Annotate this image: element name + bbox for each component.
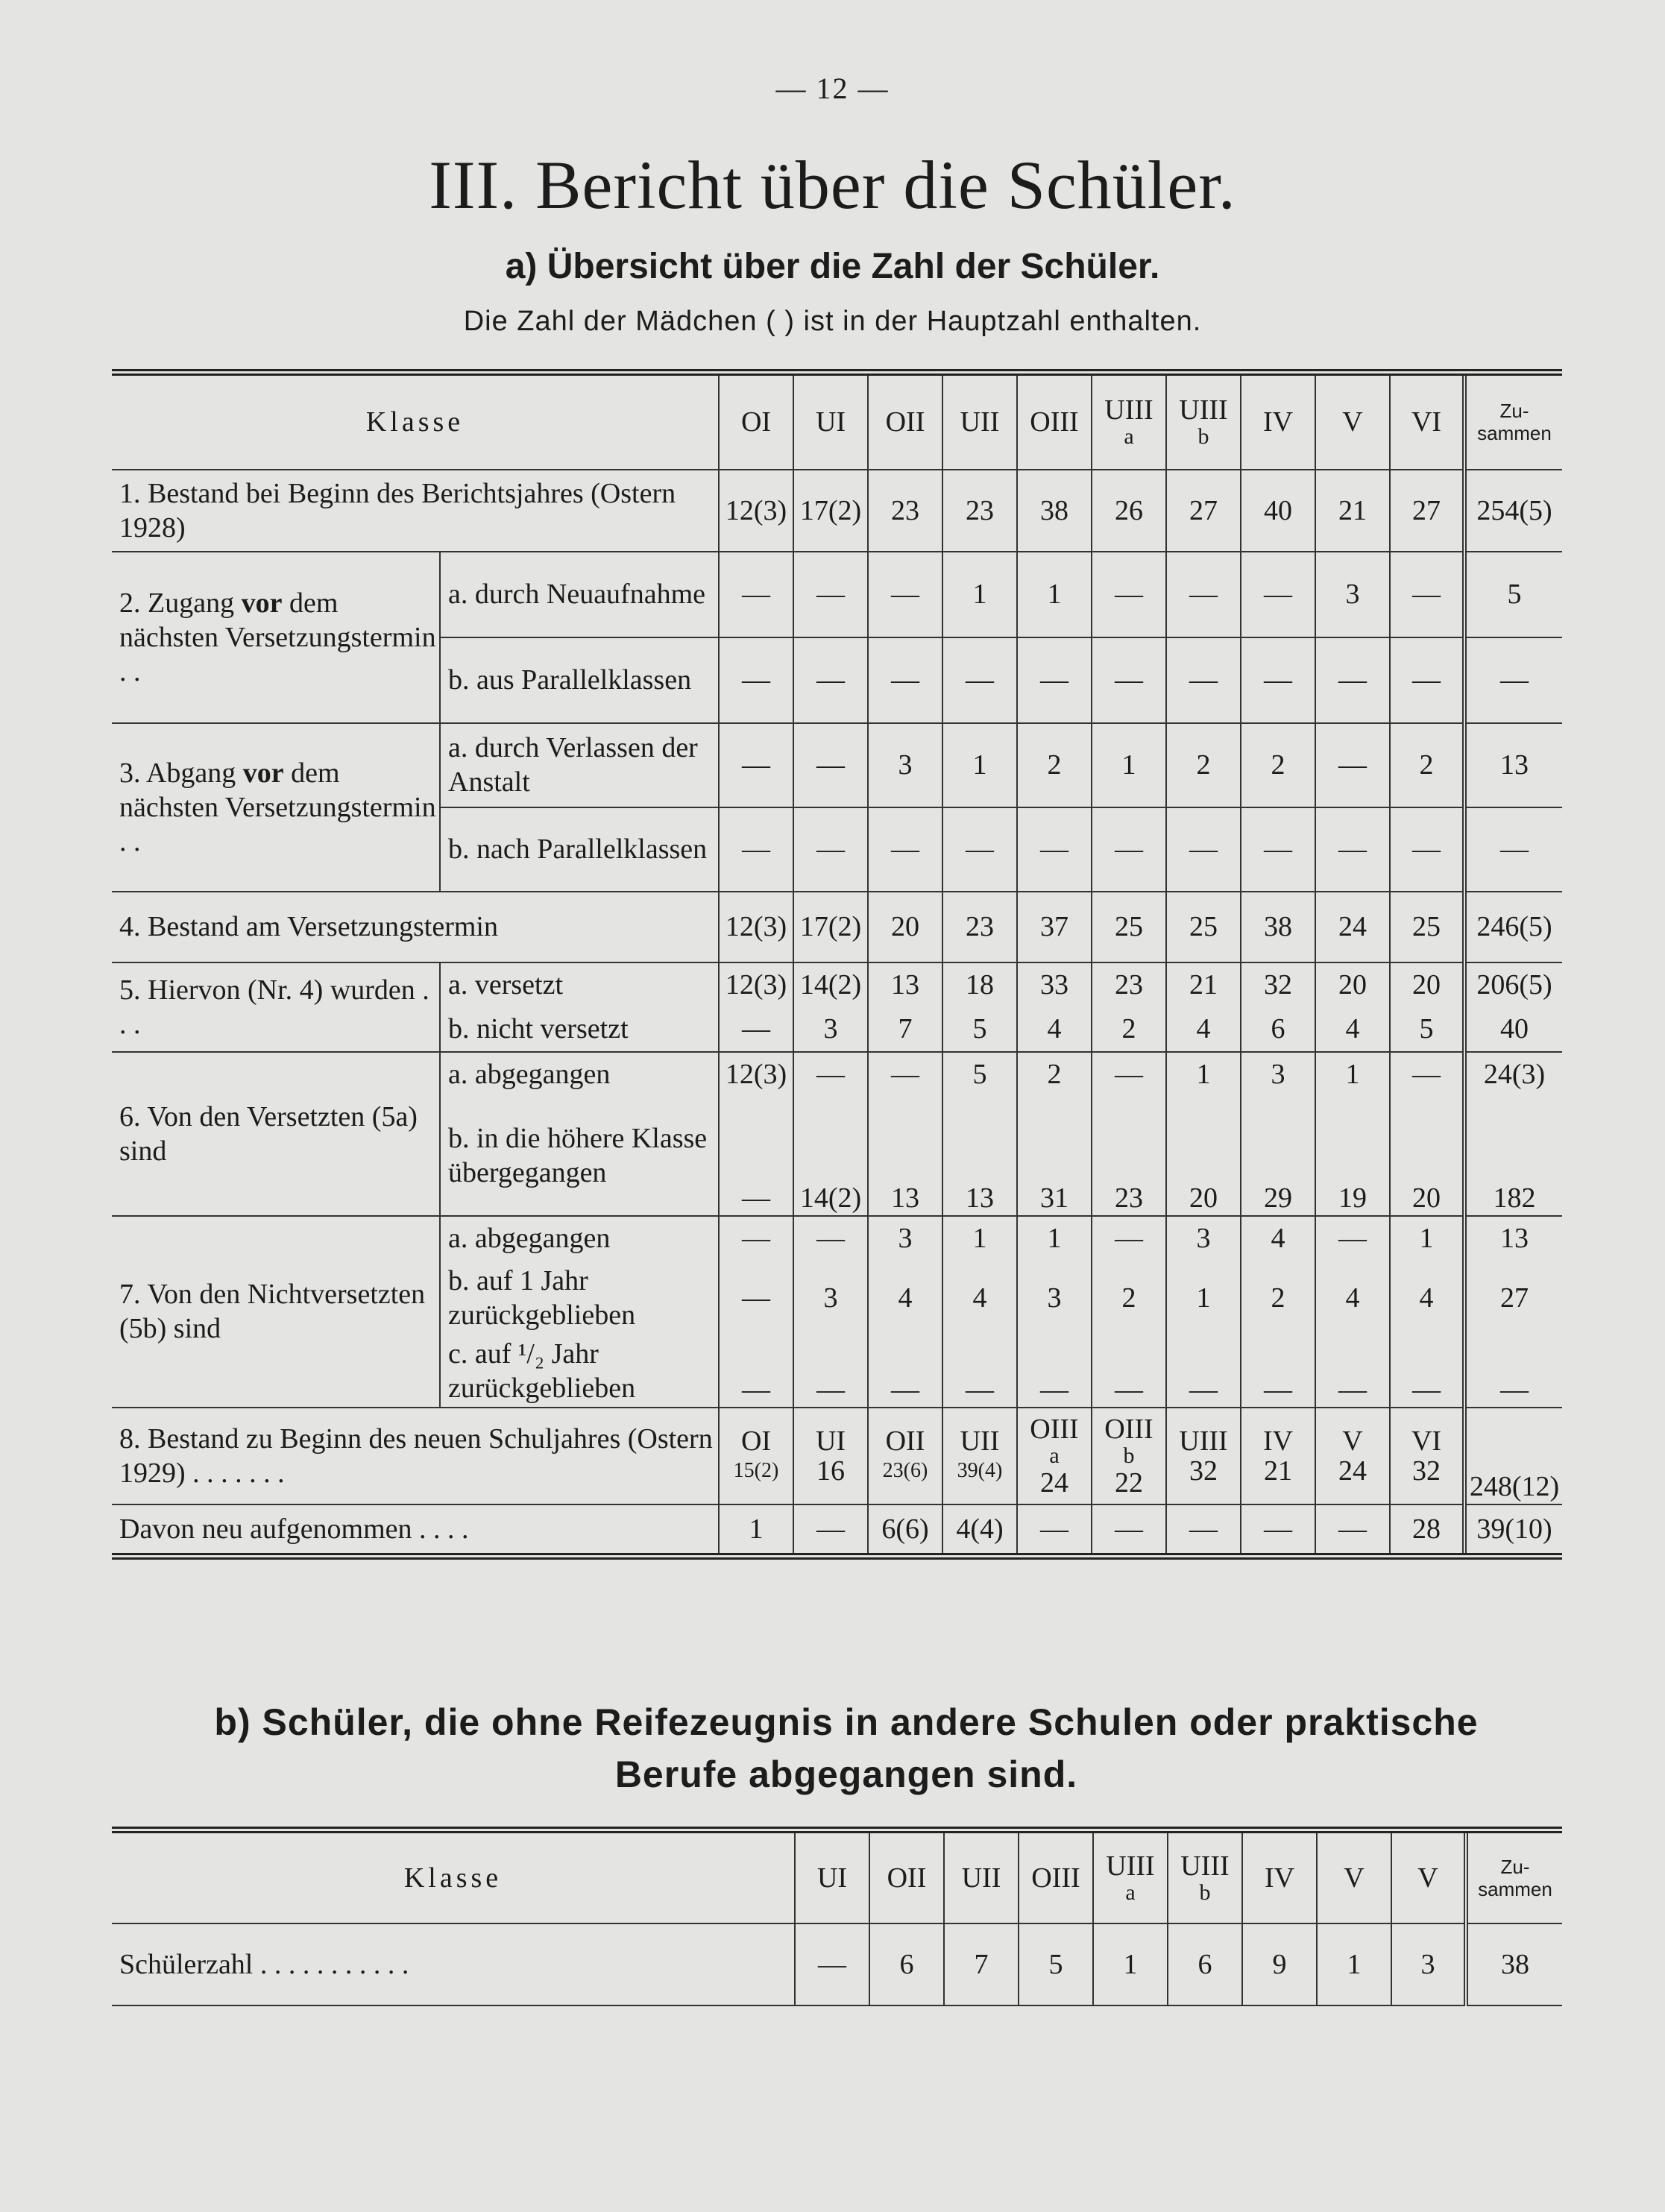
value-cell: 5 — [1390, 1007, 1464, 1052]
value-cell: — — [719, 723, 793, 807]
table-bottom-rule — [112, 2005, 1562, 2013]
row-sublabel: b. in die höhere Klasse übergegangen — [440, 1097, 719, 1216]
value-cell: 20 — [1390, 962, 1464, 1007]
value-cell: 19 — [1315, 1097, 1390, 1216]
class-header: UI — [795, 1830, 869, 1923]
table-row — [112, 1408, 1562, 1504]
value-cell: — — [1092, 807, 1166, 892]
value-cell: 2 — [1241, 1261, 1315, 1335]
table-row — [112, 470, 1562, 552]
row-label: Schülerzahl . . . . . . . . . . . — [112, 1923, 795, 2005]
value-cell: 23 — [1092, 962, 1166, 1007]
value-cell: 3 — [1315, 552, 1390, 637]
value-cell: OIII b 22 — [1092, 1408, 1166, 1504]
value-cell: — — [868, 1335, 942, 1408]
total-cell: — — [1464, 1335, 1562, 1408]
value-cell: 4 — [1166, 1007, 1241, 1052]
class-header: UII — [944, 1830, 1019, 1923]
value-cell: 4(4) — [942, 1504, 1017, 1557]
value-cell: 9 — [1242, 1923, 1317, 2005]
value-cell: — — [942, 637, 1017, 723]
class-header: UIII a — [1093, 1830, 1168, 1923]
value-cell: 1 — [719, 1504, 793, 1557]
class-header: OII — [869, 1830, 944, 1923]
value-cell: 1 — [942, 723, 1017, 807]
table-row — [112, 892, 1562, 962]
value-cell: 14(2) — [793, 962, 868, 1007]
total-cell: 182 — [1464, 1097, 1562, 1216]
value-cell: 6(6) — [868, 1504, 942, 1557]
value-cell: 7 — [868, 1007, 942, 1052]
table-header-row — [112, 373, 1562, 470]
class-header: V — [1315, 373, 1390, 470]
value-cell: — — [793, 1335, 868, 1408]
value-cell: 5 — [1019, 1923, 1093, 2005]
value-cell: 4 — [1315, 1007, 1390, 1052]
value-cell: 12(3) — [719, 470, 793, 552]
value-cell: 40 — [1241, 470, 1315, 552]
value-cell: — — [795, 1923, 869, 2005]
section-b-heading: b) Schüler, die ohne Reifezeugnis in andere Schulen oder praktische Berufe abgegangen sind. — [214, 1701, 1479, 1795]
value-cell: 25 — [1092, 892, 1166, 962]
value-cell: — — [1390, 637, 1464, 723]
value-cell: — — [1092, 1216, 1166, 1261]
value-cell: 2 — [1092, 1007, 1166, 1052]
total-cell: 40 — [1464, 1007, 1562, 1052]
value-cell: — — [1092, 552, 1166, 637]
value-cell: 1 — [1166, 1052, 1241, 1097]
value-cell: 20 — [1390, 1097, 1464, 1216]
value-cell: — — [942, 807, 1017, 892]
value-cell: 2 — [1390, 723, 1464, 807]
value-cell: — — [1017, 1504, 1092, 1557]
value-cell: 14(2) — [793, 1097, 868, 1216]
value-cell: 1 — [1390, 1216, 1464, 1261]
value-cell: UII 39(4) — [942, 1408, 1017, 1504]
value-cell: 2 — [1092, 1261, 1166, 1335]
total-cell: 27 — [1464, 1261, 1562, 1335]
class-header: OIII — [1019, 1830, 1093, 1923]
value-cell: — — [793, 807, 868, 892]
value-cell: 4 — [1017, 1007, 1092, 1052]
value-cell: — — [719, 1261, 793, 1335]
value-cell: 5 — [942, 1052, 1017, 1097]
table-row — [112, 1923, 1562, 2005]
value-cell: 5 — [942, 1007, 1017, 1052]
value-cell: 3 — [793, 1261, 868, 1335]
value-cell: — — [719, 807, 793, 892]
value-cell: IV 21 — [1241, 1408, 1315, 1504]
value-cell: — — [868, 1052, 942, 1097]
row-sublabel: b. nach Parallelklassen — [440, 807, 719, 892]
value-cell: 21 — [1166, 962, 1241, 1007]
total-cell: 38 — [1466, 1923, 1562, 2005]
value-cell: — — [1315, 1335, 1390, 1408]
value-cell: — — [719, 1097, 793, 1216]
value-cell: — — [1092, 637, 1166, 723]
section-a-heading: a) Übersicht über die Zahl der Schüler. — [505, 247, 1160, 286]
value-cell: OII 23(6) — [868, 1408, 942, 1504]
table-row — [112, 552, 1562, 637]
value-cell: 2 — [1017, 723, 1092, 807]
value-cell: 17(2) — [793, 892, 868, 962]
class-header: IV — [1241, 373, 1315, 470]
value-cell: — — [1017, 637, 1092, 723]
value-cell: — — [1315, 637, 1390, 723]
value-cell: 2 — [1241, 723, 1315, 807]
value-cell: UI 16 — [793, 1408, 868, 1504]
value-cell: 17(2) — [793, 470, 868, 552]
value-cell: — — [1390, 552, 1464, 637]
class-header: OII — [868, 373, 942, 470]
value-cell: — — [1017, 1335, 1092, 1408]
value-cell: 25 — [1390, 892, 1464, 962]
row-label: 7. Von den Nichtversetzten (5b) sind — [112, 1216, 440, 1408]
value-cell: 24 — [1315, 892, 1390, 962]
class-header: IV — [1242, 1830, 1317, 1923]
value-cell: 4 — [942, 1261, 1017, 1335]
table-row — [112, 962, 1562, 1007]
total-cell: 24(3) — [1464, 1052, 1562, 1097]
value-cell: 4 — [1390, 1261, 1464, 1335]
value-cell: — — [1241, 807, 1315, 892]
value-cell: 1 — [942, 1216, 1017, 1261]
value-cell: 31 — [1017, 1097, 1092, 1216]
value-cell: 1 — [1166, 1261, 1241, 1335]
value-cell: OIII a 24 — [1017, 1408, 1092, 1504]
row-label: 2. Zugang vor dem nächsten Versetzungstermin . . — [112, 552, 440, 723]
total-cell: — — [1464, 807, 1562, 892]
value-cell: — — [1315, 1216, 1390, 1261]
value-cell: 38 — [1017, 470, 1092, 552]
value-cell: 1 — [1017, 1216, 1092, 1261]
value-cell: 3 — [1166, 1216, 1241, 1261]
value-cell: UIII 32 — [1166, 1408, 1241, 1504]
total-header: Zu- sammen — [1466, 1830, 1562, 1923]
value-cell: — — [1166, 552, 1241, 637]
class-header: UII — [942, 373, 1017, 470]
value-cell: — — [793, 1052, 868, 1097]
value-cell: 1 — [942, 552, 1017, 637]
total-cell: 13 — [1464, 723, 1562, 807]
row-sublabel: b. auf 1 Jahr zurückgeblieben — [440, 1261, 719, 1335]
value-cell: — — [1092, 1504, 1166, 1557]
class-header: VI — [1390, 373, 1464, 470]
value-cell: 29 — [1241, 1097, 1315, 1216]
value-cell: 13 — [868, 962, 942, 1007]
value-cell: — — [793, 1216, 868, 1261]
value-cell: — — [719, 552, 793, 637]
class-header: V — [1391, 1830, 1466, 1923]
total-cell: 39(10) — [1464, 1504, 1562, 1557]
total-cell: 254(5) — [1464, 470, 1562, 552]
row-label: 4. Bestand am Versetzungstermin — [112, 892, 719, 962]
row-sublabel: a. versetzt — [440, 962, 719, 1007]
value-cell: — — [1315, 1504, 1390, 1557]
total-cell: 13 — [1464, 1216, 1562, 1261]
value-cell: 3 — [1017, 1261, 1092, 1335]
value-cell: 25 — [1166, 892, 1241, 962]
value-cell: 20 — [868, 892, 942, 962]
row-label: Davon neu aufgenommen . . . . — [112, 1504, 719, 1557]
class-header: UI — [793, 373, 868, 470]
value-cell: 1 — [1017, 552, 1092, 637]
value-cell: — — [868, 552, 942, 637]
value-cell: — — [868, 807, 942, 892]
value-cell: 3 — [1241, 1052, 1315, 1097]
value-cell: 3 — [1391, 1923, 1466, 2005]
total-cell: 5 — [1464, 552, 1562, 637]
value-cell: 38 — [1241, 892, 1315, 962]
value-cell: — — [719, 637, 793, 723]
value-cell: 4 — [868, 1261, 942, 1335]
table-row — [112, 1216, 1562, 1261]
table-row — [112, 1504, 1562, 1557]
class-header: OIII — [1017, 373, 1092, 470]
value-cell: 2 — [1166, 723, 1241, 807]
value-cell: 28 — [1390, 1504, 1464, 1557]
klasse-header: Klasse — [112, 1830, 795, 1923]
row-label: 6. Von den Versetzten (5a) sind — [112, 1052, 440, 1216]
value-cell: 6 — [1168, 1923, 1242, 2005]
value-cell: 23 — [942, 892, 1017, 962]
row-label: 3. Abgang vor dem nächsten Versetzungstermin . . — [112, 723, 440, 892]
value-cell: V 24 — [1315, 1408, 1390, 1504]
value-cell: — — [1241, 1504, 1315, 1557]
value-cell: 12(3) — [719, 892, 793, 962]
value-cell: — — [1166, 807, 1241, 892]
value-cell: 20 — [1166, 1097, 1241, 1216]
table-row — [112, 723, 1562, 807]
total-cell: 206(5) — [1464, 962, 1562, 1007]
total-cell: 246(5) — [1464, 892, 1562, 962]
value-cell: 1 — [1093, 1923, 1168, 2005]
value-cell: — — [1315, 807, 1390, 892]
value-cell: 3 — [868, 723, 942, 807]
value-cell: 4 — [1241, 1216, 1315, 1261]
value-cell: VI 32 — [1390, 1408, 1464, 1504]
class-header: OI — [719, 373, 793, 470]
section-a-note: Die Zahl der Mädchen ( ) ist in der Hauptzahl enthalten. — [463, 306, 1202, 337]
value-cell: 21 — [1315, 470, 1390, 552]
row-label: 8. Bestand zu Beginn des neuen Schuljahres (Ostern 1929) . . . . . . . — [112, 1408, 719, 1504]
page-title: III. Bericht über die Schüler. — [429, 147, 1236, 223]
row-label: 1. Bestand bei Beginn des Berichtsjahres (Ostern 1928) — [112, 470, 719, 552]
value-cell: — — [793, 552, 868, 637]
row-sublabel: a. abgegangen — [440, 1052, 719, 1097]
value-cell: 27 — [1166, 470, 1241, 552]
value-cell: 23 — [942, 470, 1017, 552]
value-cell: 20 — [1315, 962, 1390, 1007]
value-cell: 2 — [1017, 1052, 1092, 1097]
value-cell: — — [1390, 807, 1464, 892]
value-cell: — — [1241, 1335, 1315, 1408]
total-cell: 248(12) — [1464, 1408, 1562, 1504]
value-cell: — — [1241, 552, 1315, 637]
value-cell: 7 — [944, 1923, 1019, 2005]
value-cell: 13 — [942, 1097, 1017, 1216]
value-cell: 26 — [1092, 470, 1166, 552]
value-cell: 23 — [868, 470, 942, 552]
row-label: 5. Hiervon (Nr. 4) wurden . . . — [112, 962, 440, 1052]
value-cell: 37 — [1017, 892, 1092, 962]
value-cell: OI 15(2) — [719, 1408, 793, 1504]
value-cell: 3 — [793, 1007, 868, 1052]
value-cell: 33 — [1017, 962, 1092, 1007]
row-sublabel: c. auf ¹/₂ Jahr zurückgeblieben — [440, 1335, 719, 1408]
value-cell: — — [1241, 637, 1315, 723]
value-cell: 23 — [1092, 1097, 1166, 1216]
value-cell: 12(3) — [719, 1052, 793, 1097]
table-header-row — [112, 1830, 1562, 1923]
value-cell: 3 — [868, 1216, 942, 1261]
value-cell: 18 — [942, 962, 1017, 1007]
value-cell: — — [719, 1216, 793, 1261]
row-sublabel: a. durch Neuaufnahme — [440, 552, 719, 637]
klasse-header: Klasse — [112, 373, 719, 470]
value-cell: — — [1166, 1504, 1241, 1557]
value-cell: 27 — [1390, 470, 1464, 552]
class-header: UIII b — [1166, 373, 1241, 470]
value-cell: — — [793, 1504, 868, 1557]
value-cell: — — [1092, 1052, 1166, 1097]
value-cell: 32 — [1241, 962, 1315, 1007]
value-cell: — — [719, 1007, 793, 1052]
value-cell: 1 — [1315, 1052, 1390, 1097]
value-cell: 1 — [1092, 723, 1166, 807]
class-header: UIII a — [1092, 373, 1166, 470]
total-cell: — — [1464, 637, 1562, 723]
value-cell: — — [793, 637, 868, 723]
value-cell: — — [868, 637, 942, 723]
value-cell: — — [1092, 1335, 1166, 1408]
value-cell: — — [1315, 723, 1390, 807]
value-cell: — — [719, 1335, 793, 1408]
value-cell: — — [793, 723, 868, 807]
departed-pupils-table — [112, 1827, 1562, 2013]
value-cell: — — [1390, 1335, 1464, 1408]
value-cell: 12(3) — [719, 962, 793, 1007]
value-cell: — — [1166, 1335, 1241, 1408]
row-sublabel: a. abgegangen — [440, 1216, 719, 1261]
row-sublabel: b. aus Parallelklassen — [440, 637, 719, 723]
total-header: Zu- sammen — [1464, 373, 1562, 470]
value-cell: — — [942, 1335, 1017, 1408]
row-sublabel: a. durch Verlassen der Anstalt — [440, 723, 719, 807]
class-header: V — [1317, 1830, 1391, 1923]
value-cell: — — [1017, 807, 1092, 892]
class-header: UIII b — [1168, 1830, 1242, 1923]
value-cell: 4 — [1315, 1261, 1390, 1335]
table-row — [112, 1052, 1562, 1097]
value-cell: 1 — [1317, 1923, 1391, 2005]
value-cell: 6 — [1241, 1007, 1315, 1052]
row-sublabel: b. nicht versetzt — [440, 1007, 719, 1052]
value-cell: — — [1166, 637, 1241, 723]
value-cell: 13 — [868, 1097, 942, 1216]
page-number: — 12 — — [775, 72, 890, 105]
value-cell: — — [1390, 1052, 1464, 1097]
pupil-overview-table — [112, 369, 1562, 1560]
value-cell: 6 — [869, 1923, 944, 2005]
